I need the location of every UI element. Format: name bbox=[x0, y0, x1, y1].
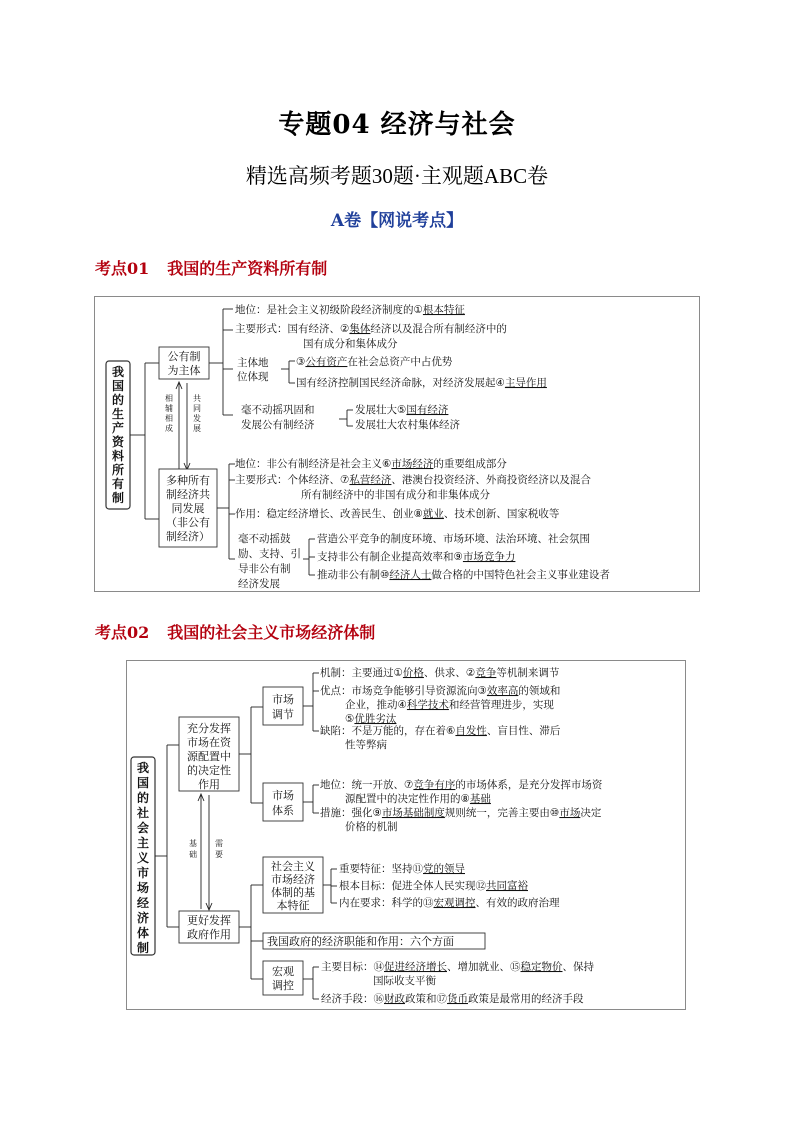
svg-text:社会主义: 社会主义 bbox=[271, 860, 315, 873]
svg-text:经: 经 bbox=[136, 896, 150, 910]
svg-text:经济发展: 经济发展 bbox=[238, 578, 280, 590]
svg-text:更好发挥: 更好发挥 bbox=[187, 914, 231, 927]
svg-text:为主体: 为主体 bbox=[167, 364, 201, 377]
svg-text:政府作用: 政府作用 bbox=[187, 928, 231, 941]
measures-text: 措施：强化⑨市场基础制度规则统一，完善主要由⑩市场决定 bbox=[320, 807, 602, 819]
nonpublic-form: 主要形式：个体经济、⑦私营经济、港澳台投资经济、外商投资经济以及混合 bbox=[235, 474, 591, 486]
nonpublic-status: 地位：非公有制经济是社会主义⑥市场经济的重要组成部分 bbox=[235, 458, 507, 470]
svg-text:的: 的 bbox=[136, 791, 150, 805]
svg-text:辅: 辅 bbox=[165, 404, 173, 413]
svg-text:本特征: 本特征 bbox=[276, 899, 310, 912]
goal-text: 根本目标：促进全体人民实现⑫共同富裕 bbox=[339, 880, 528, 892]
macro-means-text: 经济手段：⑯财政政策和⑰货币政策是最常用的经济手段 bbox=[321, 993, 584, 1005]
nonpublic-role: 作用：稳定经济增长、改善民生、创业⑧就业、技术创新、国家税收等 bbox=[235, 508, 560, 520]
link-mutual-label bbox=[165, 393, 173, 433]
svg-text:调节: 调节 bbox=[272, 708, 294, 721]
svg-text:体系: 体系 bbox=[272, 804, 294, 817]
svg-text:生: 生 bbox=[111, 407, 125, 421]
advantage-text: 优点：市场竞争能够引导资源流向③效率高的领域和 bbox=[320, 685, 561, 697]
svg-text:需: 需 bbox=[215, 839, 223, 848]
mechanism-text: 机制：主要通过①价格、供求、②竞争等机制来调节 bbox=[320, 667, 560, 679]
svg-text:场: 场 bbox=[136, 881, 150, 895]
svg-text:国: 国 bbox=[136, 776, 150, 790]
advantage-line2: 企业，推动④科学技术和经营管理进步，实现 bbox=[345, 699, 554, 711]
svg-text:调控: 调控 bbox=[272, 979, 294, 992]
svg-text:料: 料 bbox=[111, 449, 125, 463]
svg-text:市场: 市场 bbox=[272, 693, 294, 706]
svg-text:成: 成 bbox=[165, 424, 173, 433]
public-form-line2: 国有成分和集体成分 bbox=[303, 338, 398, 350]
nonpublic-encourage-label bbox=[238, 532, 301, 590]
svg-text:宏观: 宏观 bbox=[272, 965, 294, 978]
svg-text:同发展: 同发展 bbox=[171, 502, 205, 515]
public-firm-label bbox=[241, 403, 315, 431]
nonpublic-enc-1: 营造公平竞争的制度环境、市场环境、法治环境、社会氛围 bbox=[317, 533, 590, 545]
topic1-heading bbox=[95, 256, 327, 279]
svg-text:市场在资: 市场在资 bbox=[187, 736, 231, 749]
page-subtitle: 精选高频考题30题·主观题ABC卷 bbox=[245, 164, 549, 188]
svg-text:源配置中: 源配置中 bbox=[187, 750, 231, 763]
svg-text:充分发挥: 充分发挥 bbox=[187, 722, 231, 735]
svg-text:体制的基: 体制的基 bbox=[271, 886, 315, 899]
svg-text:制经济共: 制经济共 bbox=[166, 488, 210, 501]
nonpublic-enc-2: 支持非公有制企业提高效率和⑨市场竞争力 bbox=[317, 551, 516, 563]
root-label bbox=[112, 364, 125, 505]
svg-text:济: 济 bbox=[136, 911, 150, 925]
svg-text:我: 我 bbox=[111, 365, 125, 379]
ownership-mindmap bbox=[94, 296, 700, 592]
page-title: 专题04 经济与社会 bbox=[278, 110, 516, 140]
svg-text:社: 社 bbox=[136, 806, 150, 820]
svg-text:我国政府的经济职能和作用：六个方面: 我国政府的经济职能和作用：六个方面 bbox=[267, 935, 454, 948]
market-economy-mindmap bbox=[126, 660, 686, 1010]
svg-text:资: 资 bbox=[111, 435, 125, 449]
svg-text:位体现: 位体现 bbox=[237, 371, 269, 383]
svg-text:毫不动摇巩固和: 毫不动摇巩固和 bbox=[241, 404, 315, 416]
svg-text:的: 的 bbox=[111, 393, 125, 407]
svg-text:有: 有 bbox=[111, 477, 125, 491]
public-body-2: 国有经济控制国民经济命脉，对经济发展起④主导作用 bbox=[296, 377, 547, 389]
link-common-label bbox=[193, 393, 201, 433]
link-need-label bbox=[215, 838, 223, 859]
svg-text:制: 制 bbox=[111, 491, 125, 505]
svg-text:（非公有: （非公有 bbox=[166, 516, 210, 529]
public-body-label bbox=[237, 356, 269, 383]
root-label bbox=[136, 760, 149, 955]
svg-text:制经济）: 制经济） bbox=[166, 530, 210, 543]
svg-text:相: 相 bbox=[165, 394, 173, 403]
svg-text:的决定性: 的决定性 bbox=[187, 764, 231, 777]
svg-text:础: 础 bbox=[189, 850, 197, 859]
section-heading: A卷【网说考点】 bbox=[330, 211, 464, 231]
public-form: 主要形式：国有经济、②集体经济以及混合所有制经济中的 bbox=[235, 323, 507, 335]
svg-text:市: 市 bbox=[136, 866, 150, 880]
svg-text:作用: 作用 bbox=[198, 778, 220, 791]
svg-text:多种所有: 多种所有 bbox=[166, 474, 210, 487]
system-status-line2: 源配置中的决定性作用的⑧基础 bbox=[345, 793, 491, 805]
svg-text:市场: 市场 bbox=[272, 789, 294, 802]
svg-text:义: 义 bbox=[136, 851, 150, 865]
topic1-heading-text: 我国的生产资料所有制 bbox=[167, 259, 328, 278]
svg-text:制: 制 bbox=[136, 941, 150, 955]
svg-text:相: 相 bbox=[165, 414, 173, 423]
macro-goal-text: 主要目标：⑭促进经济增长、增加就业、⑮稳定物价、保持 bbox=[321, 961, 594, 973]
svg-text:发展公有制经济: 发展公有制经济 bbox=[241, 419, 315, 431]
svg-text:国: 国 bbox=[111, 379, 125, 393]
requirement-text: 内在要求：科学的⑬宏观调控、有效的政府治理 bbox=[339, 897, 560, 909]
system-status-text: 地位：统一开放、⑦竞争有序的市场体系，是充分发挥市场资 bbox=[320, 779, 603, 791]
nonpublic-form-line2: 所有制经济中的非国有成分和非集体成分 bbox=[301, 489, 490, 501]
public-body-1: ③公有资产在社会总资产中占优势 bbox=[296, 356, 453, 368]
feature-text: 重要特征：坚持⑪党的领导 bbox=[339, 863, 465, 875]
topic2-heading-text: 我国的社会主义市场经济体制 bbox=[167, 623, 376, 642]
svg-text:共: 共 bbox=[193, 394, 201, 403]
public-firm-2: 发展壮大农村集体经济 bbox=[355, 419, 460, 431]
svg-text:要: 要 bbox=[215, 850, 223, 859]
svg-text:展: 展 bbox=[193, 424, 201, 433]
defect-line2: 性等弊病 bbox=[345, 739, 387, 751]
svg-text:体: 体 bbox=[136, 926, 150, 940]
topic2-heading-num: 考点02 bbox=[95, 623, 150, 642]
svg-text:发: 发 bbox=[193, 414, 201, 423]
svg-text:产: 产 bbox=[111, 421, 125, 435]
svg-text:主体地: 主体地 bbox=[237, 357, 269, 369]
svg-text:主: 主 bbox=[136, 836, 150, 850]
topic2-heading bbox=[95, 620, 375, 643]
link-basis-label bbox=[189, 838, 197, 859]
svg-text:所: 所 bbox=[111, 463, 125, 477]
topic1-heading-num: 考点01 bbox=[95, 259, 150, 278]
public-firm-1: 发展壮大⑤国有经济 bbox=[355, 404, 449, 416]
public-status: 地位：是社会主义初级阶段经济制度的①根本特征 bbox=[235, 304, 465, 316]
macro-goal-line2: 国际收支平衡 bbox=[373, 975, 436, 987]
svg-text:我: 我 bbox=[136, 761, 150, 775]
measures-line2: 价格的机制 bbox=[345, 821, 398, 833]
svg-text:公有制: 公有制 bbox=[167, 350, 201, 363]
nonpublic-enc-3: 推动非公有制⑩经济人士做合格的中国特色社会主义事业建设者 bbox=[317, 569, 610, 581]
svg-text:导非公有制: 导非公有制 bbox=[238, 563, 291, 575]
svg-text:励、支持、引: 励、支持、引 bbox=[238, 548, 301, 560]
defect-text: 缺陷：不是万能的，存在着⑥自发性、盲目性、滞后 bbox=[320, 725, 561, 737]
svg-text:市场经济: 市场经济 bbox=[271, 873, 315, 886]
svg-text:同: 同 bbox=[193, 404, 201, 413]
advantage-line3: ⑤优胜劣汰 bbox=[345, 713, 397, 725]
svg-text:会: 会 bbox=[136, 821, 150, 835]
svg-text:基: 基 bbox=[189, 839, 197, 848]
svg-text:毫不动摇鼓: 毫不动摇鼓 bbox=[238, 533, 291, 545]
